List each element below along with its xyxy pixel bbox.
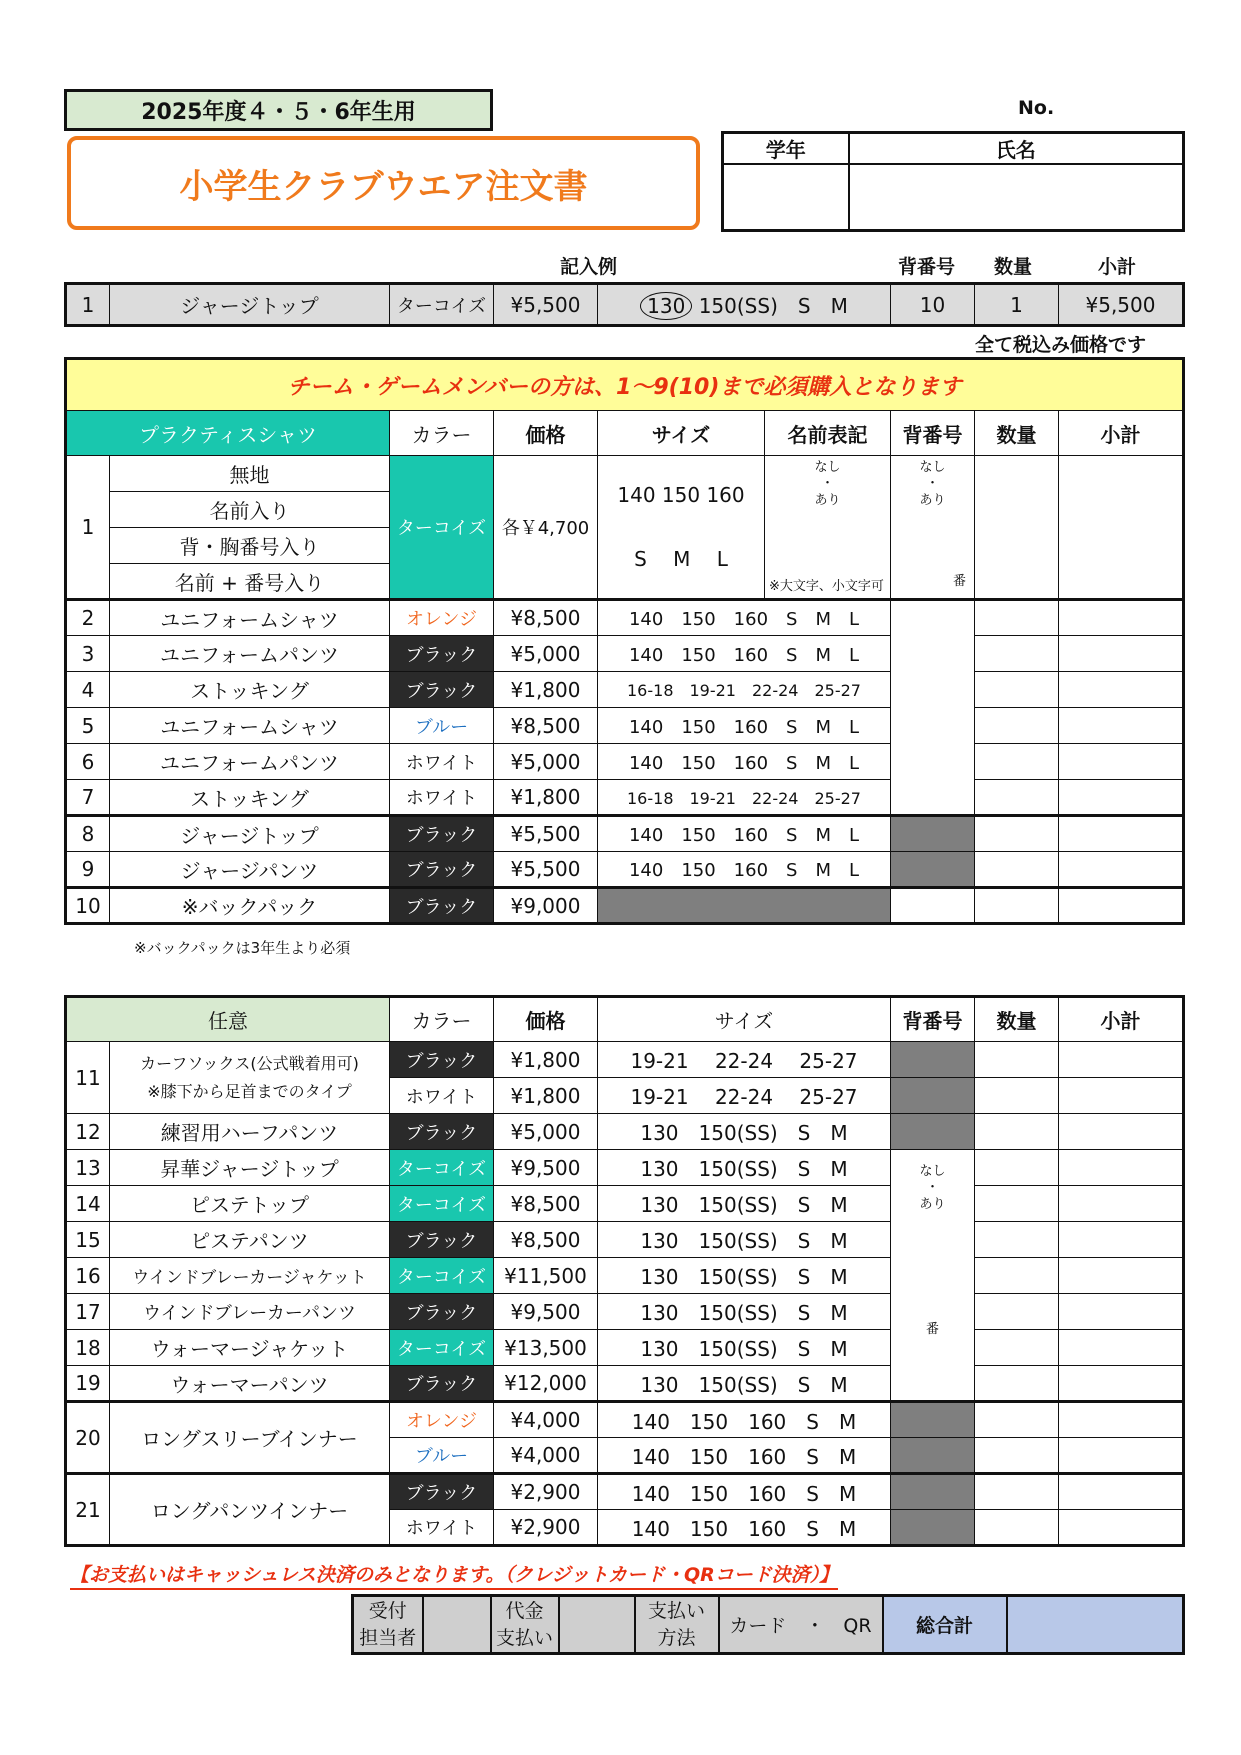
item-price: ¥1,800	[494, 1042, 598, 1078]
table-row	[66, 852, 1184, 888]
reception-field[interactable]	[423, 1596, 491, 1654]
row-no: 17	[66, 1294, 110, 1330]
subtotal-field[interactable]	[1059, 1366, 1184, 1402]
table-row	[66, 636, 1184, 672]
qty-field[interactable]	[975, 1078, 1059, 1114]
item-color: オレンジ	[390, 600, 494, 636]
item-name: ウインドブレーカージャケット	[110, 1258, 390, 1294]
item-price: ¥2,900	[494, 1474, 598, 1510]
back-number-options[interactable]	[891, 456, 975, 600]
qty-field[interactable]	[975, 852, 1059, 888]
method-line2: 方法	[657, 1626, 696, 1649]
qty-field[interactable]	[975, 1474, 1059, 1510]
example-row-table	[64, 282, 1185, 327]
practice-size-top: 140 150 160	[617, 483, 745, 507]
qty-field[interactable]	[975, 600, 1059, 636]
example-subtotal: ¥5,500	[1059, 284, 1184, 326]
table-row	[66, 1186, 1184, 1222]
row-no: 2	[66, 600, 110, 636]
item-sizes: 140 150 160 S M	[598, 1438, 891, 1474]
item-color: ブラック	[390, 1222, 494, 1258]
item-name: ウインドブレーカーパンツ	[110, 1294, 390, 1330]
opt-dot: ・	[925, 476, 939, 492]
example-label: 記入例	[560, 256, 618, 278]
row-no: 3	[66, 636, 110, 672]
table-row	[66, 1474, 1184, 1510]
item-price: ¥8,500	[494, 1186, 598, 1222]
example-color: ターコイズ	[390, 284, 494, 326]
item-color: ブラック	[390, 1294, 494, 1330]
item-color: ブラック	[390, 888, 494, 924]
color-header: カラー	[390, 411, 494, 456]
backpack-footnote: ※バックパックは3年生より必須	[134, 939, 351, 957]
color-header: カラー	[390, 997, 494, 1042]
subtotal-field[interactable]	[1059, 888, 1184, 924]
grand-total-field[interactable]	[1007, 1596, 1184, 1654]
table-row	[66, 600, 1184, 636]
item-name: ユニフォームシャツ	[110, 600, 390, 636]
item-color: オレンジ	[390, 1402, 494, 1438]
row-no: 11	[66, 1042, 110, 1114]
year-label: 2025年度４・５・6年生用	[64, 89, 493, 131]
variant-name: 名前入り	[110, 492, 390, 528]
table-row	[66, 1402, 1184, 1438]
item-price: ¥1,800	[494, 780, 598, 816]
back-number-field[interactable]	[891, 888, 975, 924]
table-row	[66, 1258, 1184, 1294]
item-sizes: 140 150 160 S M L	[598, 636, 891, 672]
item-name-line1: カーフソックス(公式戦着用可)	[140, 1054, 359, 1074]
subtotal-field[interactable]	[1059, 456, 1184, 600]
table-row	[66, 1114, 1184, 1150]
qty-field[interactable]	[975, 1402, 1059, 1438]
table-row	[66, 780, 1184, 816]
order-number-label: No.	[1018, 97, 1055, 119]
row-no: 6	[66, 744, 110, 780]
opt-none: なし	[919, 1164, 946, 1179]
variant-name-number: 名前 + 番号入り	[110, 564, 390, 600]
subtotal-field[interactable]	[1059, 1330, 1184, 1366]
subtotal-field[interactable]	[1059, 672, 1184, 708]
item-price: ¥8,500	[494, 600, 598, 636]
row-no: 20	[66, 1402, 110, 1474]
item-color: ブラック	[390, 1474, 494, 1510]
back-number-disabled	[891, 1114, 975, 1150]
practice-size-bottom: S M L	[634, 547, 728, 571]
case-note: ※大文字、小文字可	[769, 578, 884, 594]
back-number-disabled	[891, 1402, 975, 1438]
table-row	[66, 708, 1184, 744]
row-no: 4	[66, 672, 110, 708]
subtotal-field[interactable]	[1059, 852, 1184, 888]
back-number-header: 背番号	[891, 411, 975, 456]
row-no: 16	[66, 1258, 110, 1294]
qty-field[interactable]	[975, 1222, 1059, 1258]
item-price: ¥13,500	[494, 1330, 598, 1366]
qty-field[interactable]	[975, 672, 1059, 708]
subtotal-field[interactable]	[1059, 1474, 1184, 1510]
item-price: ¥5,500	[494, 852, 598, 888]
item-name: ジャージパンツ	[110, 852, 390, 888]
item-color: ターコイズ	[390, 1186, 494, 1222]
payment-note: 【お支払いはキャッシュレス決済のみとなります。（クレジットカード・QRコード決済）】	[70, 1560, 838, 1590]
subtotal-field[interactable]	[1059, 1114, 1184, 1150]
item-color: ブラック	[390, 1114, 494, 1150]
item-color: ブラック	[390, 636, 494, 672]
item-name-line2: ※膝下から足首までのタイプ	[147, 1081, 352, 1101]
item-sizes-disabled	[598, 888, 891, 924]
item-color: ホワイト	[390, 1078, 494, 1114]
item-sizes: 130 150(SS) S M	[598, 1330, 891, 1366]
name-print-options[interactable]	[765, 456, 891, 600]
reception-label	[353, 1596, 423, 1654]
item-price: ¥11,500	[494, 1258, 598, 1294]
subtotal-field[interactable]	[1059, 636, 1184, 672]
back-number-disabled	[891, 1042, 975, 1078]
fee-line2: 支払い	[495, 1626, 553, 1649]
opt-yes: あり	[919, 1196, 946, 1212]
example-item: ジャージトップ	[110, 284, 390, 326]
subtotal-field[interactable]	[1059, 744, 1184, 780]
item-sizes: 130 150(SS) S M	[598, 1222, 891, 1258]
subtotal-field[interactable]	[1059, 816, 1184, 852]
opt-yes: あり	[919, 492, 946, 508]
optional-items-table	[64, 995, 1185, 1547]
item-sizes: 16-18 19-21 22-24 25-27	[598, 780, 891, 816]
opt-none: なし	[919, 460, 946, 475]
reception-line1: 受付	[368, 1599, 407, 1622]
subtotal-field[interactable]	[1059, 1150, 1184, 1186]
item-name: ストッキング	[110, 780, 390, 816]
example-qty: 1	[975, 284, 1059, 326]
grade-field[interactable]	[723, 164, 849, 231]
example-back: 10	[891, 284, 975, 326]
item-color: ターコイズ	[390, 1330, 494, 1366]
fee-label	[491, 1596, 559, 1654]
item-name	[110, 1042, 390, 1114]
method-line1: 支払い	[647, 1599, 705, 1622]
size-header: サイズ	[598, 411, 765, 456]
table-row	[66, 1042, 1184, 1078]
row-no: 10	[66, 888, 110, 924]
item-name: ウォーマージャケット	[110, 1330, 390, 1366]
price-header: 価格	[494, 411, 598, 456]
subtotal-field[interactable]	[1059, 1510, 1184, 1546]
back-number-disabled	[891, 852, 975, 888]
item-price: ¥5,500	[494, 816, 598, 852]
item-color: ホワイト	[390, 780, 494, 816]
item-sizes: 19-21 22-24 25-27	[598, 1078, 891, 1114]
subtotal-field[interactable]	[1059, 1438, 1184, 1474]
row-no: 12	[66, 1114, 110, 1150]
qty-field[interactable]	[975, 1114, 1059, 1150]
qty-field[interactable]	[975, 1294, 1059, 1330]
qty-field[interactable]	[975, 1150, 1059, 1186]
example-subtotal-header: 小計	[1098, 256, 1137, 278]
item-color: ブラック	[390, 1366, 494, 1402]
qty-field[interactable]	[975, 816, 1059, 852]
item-name: ピステトップ	[110, 1186, 390, 1222]
fee-line1: 代金	[505, 1599, 544, 1622]
item-sizes: 140 150 160 S M	[598, 1474, 891, 1510]
item-sizes: 130 150(SS) S M	[598, 1114, 891, 1150]
footer-table	[351, 1594, 1185, 1655]
item-price: ¥1,800	[494, 1078, 598, 1114]
qty-field[interactable]	[975, 1510, 1059, 1546]
qty-field[interactable]	[975, 1330, 1059, 1366]
subtotal-header: 小計	[1059, 411, 1184, 456]
item-price: ¥8,500	[494, 708, 598, 744]
tax-note: 全て税込み価格です	[975, 334, 1147, 356]
item-sizes: 130 150(SS) S M	[598, 1150, 891, 1186]
table-row	[66, 1294, 1184, 1330]
item-name: 昇華ジャージトップ	[110, 1150, 390, 1186]
opt-none: なし	[814, 460, 841, 475]
row-no: 19	[66, 1366, 110, 1402]
row-no: 15	[66, 1222, 110, 1258]
table-row	[66, 888, 1184, 924]
row-no: 5	[66, 708, 110, 744]
size-header: サイズ	[598, 997, 891, 1042]
subtotal-field[interactable]	[1059, 1258, 1184, 1294]
row-no: 18	[66, 1330, 110, 1366]
back-number-field[interactable]	[891, 600, 975, 816]
item-color: ブルー	[390, 1438, 494, 1474]
practice-shirt-header: プラクティスシャツ	[66, 411, 390, 456]
practice-size	[598, 456, 765, 600]
qty-field[interactable]	[975, 456, 1059, 600]
variant-number: 背・胸番号入り	[110, 528, 390, 564]
qty-field[interactable]	[975, 636, 1059, 672]
item-price: ¥8,500	[494, 1222, 598, 1258]
fee-field[interactable]	[559, 1596, 635, 1654]
subtotal-field[interactable]	[1059, 1042, 1184, 1078]
subtotal-field[interactable]	[1059, 1078, 1184, 1114]
qty-header: 数量	[975, 997, 1059, 1042]
subtotal-field[interactable]	[1059, 1186, 1184, 1222]
item-sizes: 140 150 160 S M	[598, 1402, 891, 1438]
back-number-disabled	[891, 1474, 975, 1510]
item-price: ¥4,000	[494, 1438, 598, 1474]
back-number-header: 背番号	[891, 997, 975, 1042]
item-name: ロングスリーブインナー	[110, 1402, 390, 1474]
item-sizes: 130 150(SS) S M	[598, 1186, 891, 1222]
item-color: ターコイズ	[390, 1258, 494, 1294]
item-name: ユニフォームパンツ	[110, 636, 390, 672]
subtotal-field[interactable]	[1059, 600, 1184, 636]
item-name: ウォーマーパンツ	[110, 1366, 390, 1402]
grade-label: 学年	[723, 133, 849, 165]
back-number-options[interactable]	[891, 1150, 975, 1402]
item-sizes: 19-21 22-24 25-27	[598, 1042, 891, 1078]
student-info-table	[721, 131, 1185, 232]
item-sizes: 16-18 19-21 22-24 25-27	[598, 672, 891, 708]
qty-field[interactable]	[975, 1438, 1059, 1474]
item-color: ブルー	[390, 708, 494, 744]
required-banner: チーム・ゲームメンバーの方は、1～9(10)まで必須購入となります	[66, 359, 1184, 411]
example-price: ¥5,500	[494, 284, 598, 326]
item-sizes: 140 150 160 S M L	[598, 852, 891, 888]
row-no: 21	[66, 1474, 110, 1546]
item-sizes: 140 150 160 S M	[598, 1510, 891, 1546]
example-size	[598, 284, 891, 326]
row-no: 1	[66, 456, 110, 600]
row-no: 9	[66, 852, 110, 888]
item-sizes: 140 150 160 S M L	[598, 816, 891, 852]
qty-field[interactable]	[975, 1186, 1059, 1222]
item-price: ¥5,000	[494, 636, 598, 672]
back-number-disabled	[891, 1078, 975, 1114]
item-color: ブラック	[390, 1042, 494, 1078]
item-sizes: 140 150 160 S M L	[598, 744, 891, 780]
back-number-disabled	[891, 1510, 975, 1546]
variant-plain: 無地	[110, 456, 390, 492]
required-items-table	[64, 357, 1185, 925]
row-no: 7	[66, 780, 110, 816]
name-field[interactable]	[849, 164, 1184, 231]
grand-total-label: 総合計	[883, 1596, 1007, 1654]
subtotal-field[interactable]	[1059, 1402, 1184, 1438]
page-title: 小学生クラブウエア注文書	[67, 136, 700, 230]
row-no: 14	[66, 1186, 110, 1222]
back-number-disabled	[891, 1438, 975, 1474]
item-price: ¥9,500	[494, 1150, 598, 1186]
opt-dot: ・	[925, 1180, 939, 1196]
item-name: ※バックパック	[110, 888, 390, 924]
table-row	[66, 1222, 1184, 1258]
qty-field[interactable]	[975, 744, 1059, 780]
opt-dot: ・	[820, 476, 834, 492]
subtotal-field[interactable]	[1059, 780, 1184, 816]
example-no: 1	[66, 284, 110, 326]
qty-field[interactable]	[975, 1042, 1059, 1078]
price-header: 価格	[494, 997, 598, 1042]
qty-field[interactable]	[975, 708, 1059, 744]
item-sizes: 140 150 160 S M L	[598, 708, 891, 744]
practice-color: ターコイズ	[390, 456, 494, 600]
qty-field[interactable]	[975, 780, 1059, 816]
item-price: ¥1,800	[494, 672, 598, 708]
qty-field[interactable]	[975, 1366, 1059, 1402]
subtotal-header: 小計	[1059, 997, 1184, 1042]
method-label	[635, 1596, 719, 1654]
item-sizes: 130 150(SS) S M	[598, 1366, 891, 1402]
item-price: ¥9,000	[494, 888, 598, 924]
name-print-header: 名前表記	[765, 411, 891, 456]
back-number-suffix: 番	[952, 573, 966, 589]
row-no: 8	[66, 816, 110, 852]
example-size-rest: 150(SS) S M	[698, 293, 848, 318]
item-name: ジャージトップ	[110, 816, 390, 852]
item-sizes: 130 150(SS) S M	[598, 1258, 891, 1294]
item-price: ¥4,000	[494, 1402, 598, 1438]
item-color: ターコイズ	[390, 1150, 494, 1186]
item-sizes: 130 150(SS) S M	[598, 1294, 891, 1330]
item-name: ロングパンツインナー	[110, 1474, 390, 1546]
item-color: ホワイト	[390, 744, 494, 780]
example-qty-header: 数量	[994, 256, 1033, 278]
back-number-suffix: 番	[925, 1322, 939, 1337]
example-size-circled: 130	[640, 292, 692, 320]
table-row	[66, 672, 1184, 708]
payment-method-options[interactable]: カード ・ QR	[719, 1596, 883, 1654]
subtotal-field[interactable]	[1059, 1222, 1184, 1258]
item-name: 練習用ハーフパンツ	[110, 1114, 390, 1150]
qty-header: 数量	[975, 411, 1059, 456]
item-name: ピステパンツ	[110, 1222, 390, 1258]
item-name: ユニフォームパンツ	[110, 744, 390, 780]
opt-yes: あり	[814, 492, 841, 508]
table-row	[66, 744, 1184, 780]
item-color: ホワイト	[390, 1510, 494, 1546]
item-price: ¥5,000	[494, 744, 598, 780]
item-price: ¥5,000	[494, 1114, 598, 1150]
table-row	[66, 1150, 1184, 1186]
back-number-disabled	[891, 816, 975, 852]
item-sizes: 140 150 160 S M L	[598, 600, 891, 636]
qty-field[interactable]	[975, 888, 1059, 924]
example-back-header: 背番号	[898, 256, 956, 278]
item-color: ブラック	[390, 852, 494, 888]
table-row	[66, 1330, 1184, 1366]
item-name: ストッキング	[110, 672, 390, 708]
table-row	[66, 816, 1184, 852]
table-row	[66, 1366, 1184, 1402]
subtotal-field[interactable]	[1059, 1294, 1184, 1330]
subtotal-field[interactable]	[1059, 708, 1184, 744]
practice-price: 各￥4,700	[494, 456, 598, 600]
reception-line2: 担当者	[359, 1626, 417, 1649]
item-price: ¥12,000	[494, 1366, 598, 1402]
item-price: ¥2,900	[494, 1510, 598, 1546]
item-color: ブラック	[390, 816, 494, 852]
qty-field[interactable]	[975, 1258, 1059, 1294]
row-no: 13	[66, 1150, 110, 1186]
item-name: ユニフォームシャツ	[110, 708, 390, 744]
optional-header: 任意	[66, 997, 390, 1042]
item-color: ブラック	[390, 672, 494, 708]
name-label: 氏名	[849, 133, 1184, 165]
item-price: ¥9,500	[494, 1294, 598, 1330]
